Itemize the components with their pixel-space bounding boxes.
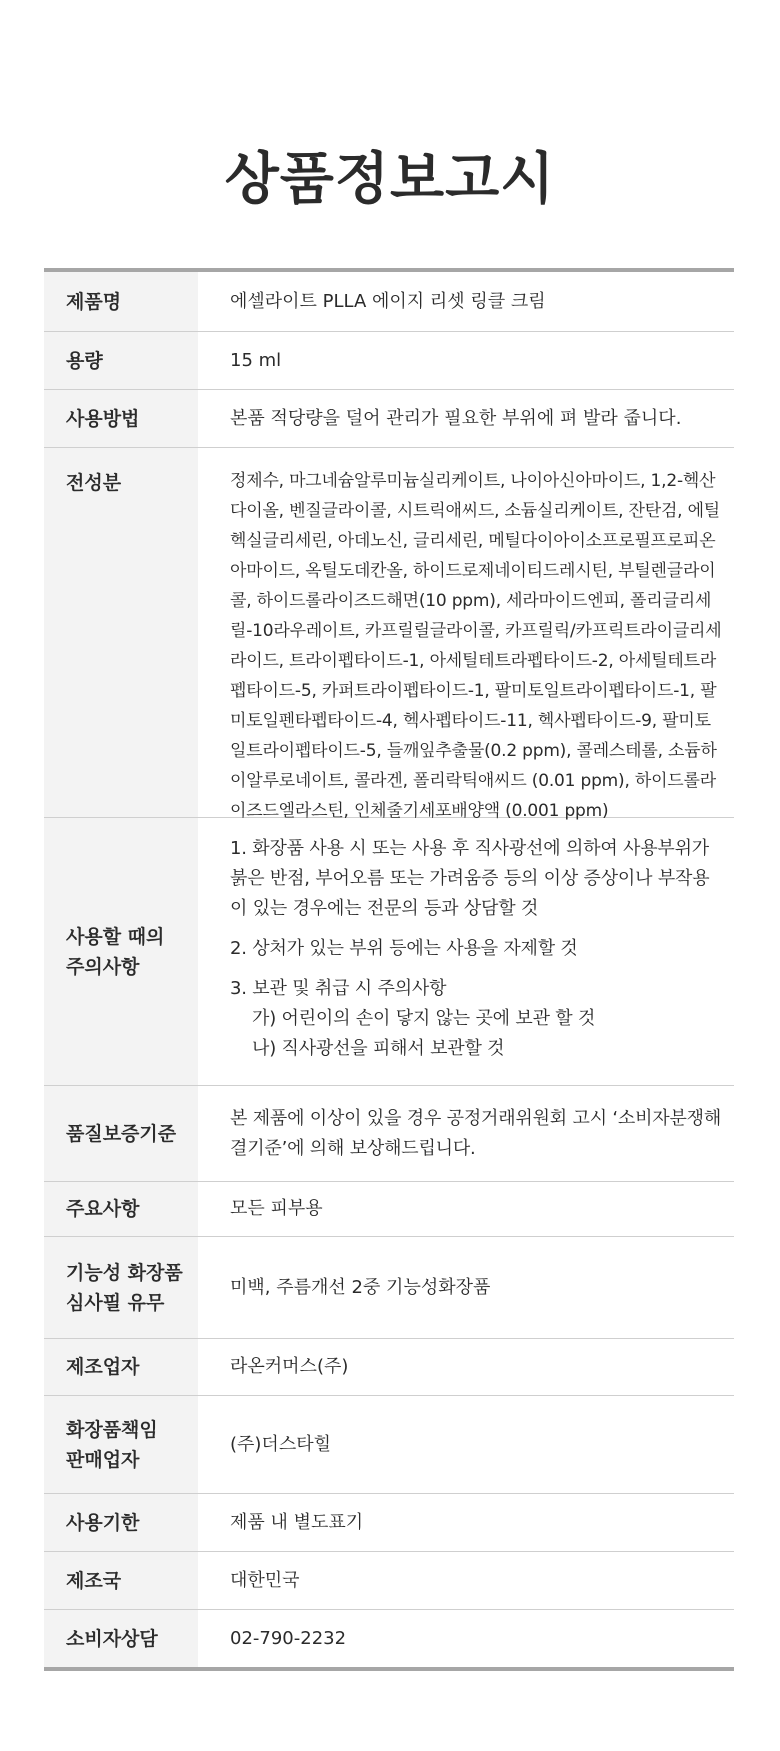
row-label-line: 판매업자	[66, 1448, 140, 1471]
row-value: 라온커머스(주)	[230, 1356, 349, 1377]
row-label: 소비자상담	[44, 1610, 198, 1667]
row-label: 주요사항	[44, 1182, 198, 1236]
row-value: 본품 적당량을 덜어 관리가 필요한 부위에 펴 발라 줍니다.	[230, 407, 682, 429]
table-row-product-name	[44, 272, 734, 332]
row-value: 에셀라이트 PLLA 에이지 리셋 링클 크림	[230, 290, 546, 312]
table-row-usage	[44, 390, 734, 448]
page-title: 상품정보고시	[224, 147, 556, 212]
row-value: 미백, 주름개선 2중 기능성화장품	[230, 1276, 491, 1298]
row-label-line: 기능성 화장품	[66, 1261, 183, 1284]
row-value: 모든 피부용	[230, 1198, 323, 1219]
row-label: 사용방법	[44, 390, 198, 447]
caution-item: 1. 화장품 사용 시 또는 사용 후 직사광선에 의하여 사용부위가 붉은 반점, 부어오름 또는 가려움증 등의 이상 증상이나 부작용이 있는 경우에는 전문의 등과 상담할 것	[230, 838, 710, 919]
table-row-country	[44, 1552, 734, 1610]
row-value: (주)더스타힐	[230, 1433, 331, 1455]
row-value: 대한민국	[230, 1569, 300, 1591]
row-label	[44, 1396, 198, 1493]
caution-item-heading: 3. 보관 및 취급 시 주의사항	[230, 978, 447, 999]
row-value: 02-790-2232	[230, 1627, 347, 1649]
caution-item	[230, 974, 724, 1064]
row-label: 제조업자	[44, 1339, 198, 1395]
row-value: 15 ml	[230, 349, 282, 371]
row-label-line: 주의사항	[66, 955, 140, 978]
row-label: 전성분	[44, 448, 198, 817]
table-row-main-notes	[44, 1182, 734, 1237]
caution-subitem: 가) 어린이의 손이 닿지 않는 곳에 보관 할 것	[252, 1008, 596, 1029]
table-row-quality	[44, 1086, 734, 1182]
table-row-consult	[44, 1610, 734, 1667]
row-label-line: 화장품책임	[66, 1418, 158, 1441]
row-label	[44, 818, 198, 1085]
row-label: 사용기한	[44, 1494, 198, 1551]
row-label: 품질보증기준	[44, 1086, 198, 1181]
row-value	[198, 818, 734, 1085]
row-label: 제품명	[44, 272, 198, 331]
caution-item: 2. 상처가 있는 부위 등에는 사용을 자제할 것	[230, 938, 578, 959]
row-label-line: 심사필 유무	[66, 1291, 165, 1314]
table-row-ingredients	[44, 448, 734, 821]
caution-subitem: 나) 직사광선을 피해서 보관할 것	[252, 1038, 505, 1059]
table-row-expiry	[44, 1494, 734, 1552]
row-value: 본 제품에 이상이 있을 경우 공정거래위원회 고시 ‘소비자분쟁해결기준’에 의해 보상해드립니다.	[230, 1107, 722, 1159]
product-info-table	[44, 268, 734, 1671]
row-label-line: 사용할 때의	[66, 925, 165, 948]
table-row-caution	[44, 818, 734, 1086]
row-label: 제조국	[44, 1552, 198, 1609]
row-value: 정제수, 마그네슘알루미늄실리케이트, 나이아신아마이드, 1,2-헥산다이올, 벤질글라이콜, 시트릭애씨드, 소듐실리케이트, 잔탄검, 에틸헥실글리세린, 아데노신, 글리세린, 메틸다이아이소프로필프로피온아마이드, 옥틸도데칸올, 하이드로제네이티드레시틴, 부틸렌글라이콜, 하이드롤라이즈드해면(10 ppm), 세라마이드엔피, 폴리글리세릴-10라우레이트, 카프릴릴글라이콜, 카프릴릭/카프릭트라이글리세라이드, 트라이펩타이드-1, 아세틸테트라펩타이드-2, 아세틸테트라펩타이드-5, 카퍼트라이펩타이드-1, 팔미토일트라이펩타이드-1, 팔미토일펜타펩타이드-4, 헥사펩타이드-11, 헥사펩타이드-9, 팔미토일트라이펩타이드-5, 들깨잎추출물(0.2 ppm), 콜레스테롤, 소듐하이알루로네이트, 콜라겐, 폴리락틱애씨드 (0.01 ppm), 하이드롤라이즈드엘라스틴, 인체줄기세포배양액 (0.001 ppm)	[230, 471, 722, 821]
row-label: 용량	[44, 332, 198, 389]
table-row-functional	[44, 1237, 734, 1339]
table-row-seller	[44, 1396, 734, 1494]
table-row-manufacturer	[44, 1339, 734, 1396]
table-row-volume	[44, 332, 734, 390]
row-value: 제품 내 별도표기	[230, 1511, 364, 1533]
row-label	[44, 1237, 198, 1338]
